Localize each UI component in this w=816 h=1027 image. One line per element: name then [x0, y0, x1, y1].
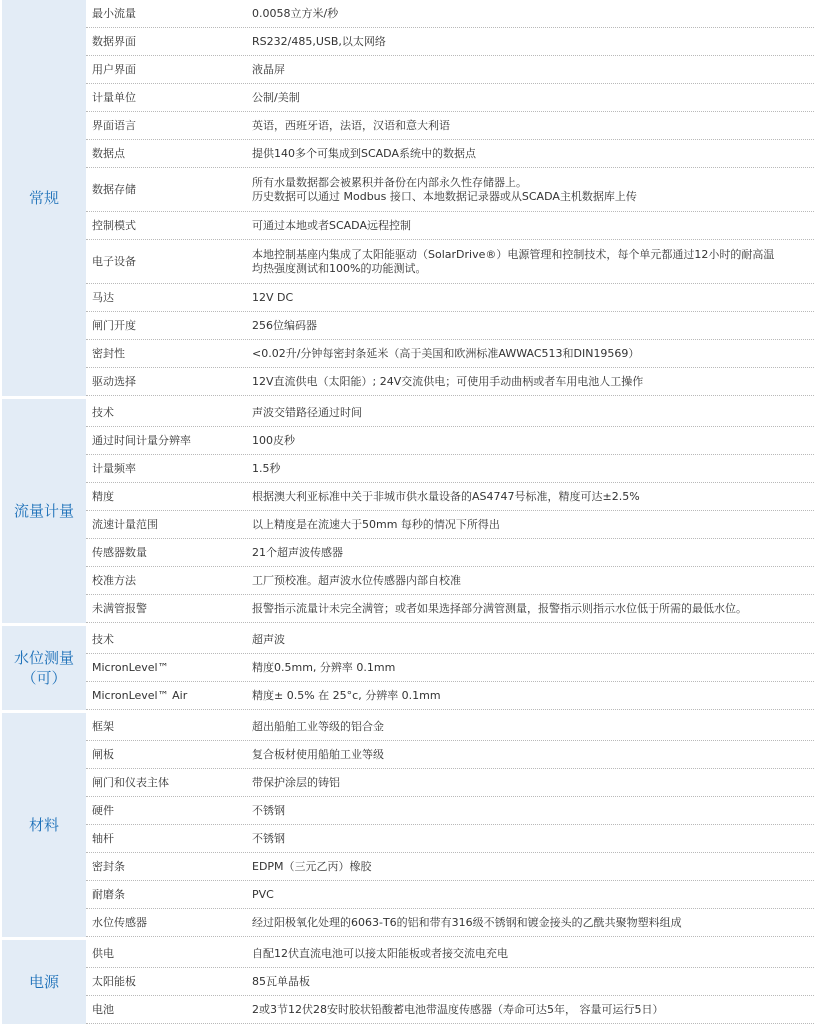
spec-label: 驱动选择: [92, 374, 136, 388]
spec-row: [86, 626, 814, 654]
spec-row: [86, 940, 814, 968]
spec-row: [86, 0, 814, 28]
spec-group: [2, 713, 814, 940]
spec-row: [86, 825, 814, 853]
spec-row: [86, 455, 814, 483]
spec-group: [2, 0, 814, 399]
spec-value: 12V直流供电（太阳能）; 24V交流供电；可使用手动曲柄或者车用电池人工操作: [252, 374, 644, 388]
spec-row: [86, 797, 814, 825]
category-label: 电源: [2, 940, 86, 1024]
spec-value: 超声波: [252, 632, 285, 646]
spec-group: [2, 399, 814, 626]
spec-value: 85瓦单晶板: [252, 974, 310, 988]
spec-label: 通过时间计量分辨率: [92, 433, 191, 447]
spec-label: 闸门开度: [92, 318, 136, 332]
spec-value: 12V DC: [252, 290, 294, 304]
spec-row: [86, 84, 814, 112]
spec-value: 可通过本地或者SCADA远程控制: [252, 218, 411, 232]
spec-value: 声波交错路径通过时间: [252, 405, 362, 419]
spec-value: EDPM（三元乙丙）橡胶: [252, 859, 372, 873]
spec-label: 数据点: [92, 146, 125, 160]
spec-row: [86, 427, 814, 455]
spec-label: 界面语言: [92, 118, 136, 132]
spec-label: 闸门和仪表主体: [92, 775, 169, 789]
spec-label: 水位传感器: [92, 915, 147, 929]
spec-value: 精度0.5mm, 分辨率 0.1mm: [252, 660, 396, 674]
spec-row: [86, 140, 814, 168]
spec-row: [86, 595, 814, 623]
spec-label: 电池: [92, 1002, 114, 1016]
spec-label: 最小流量: [92, 6, 136, 20]
spec-value: 以上精度是在流速大于50mm 每秒的情况下所得出: [252, 517, 500, 531]
spec-value: 本地控制基座内集成了太阳能驱动（SolarDrive®）电源管理和控制技术，每个单元都通过12小时的耐高温 均热强度测试和100%的功能测试。: [252, 247, 775, 275]
spec-value: 超出船舶工业等级的铝合金: [252, 719, 384, 733]
spec-row: [86, 539, 814, 567]
spec-label: 数据界面: [92, 34, 136, 48]
spec-value: PVC: [252, 887, 274, 901]
spec-row: [86, 769, 814, 797]
spec-value: 公制/美制: [252, 90, 300, 104]
spec-row: [86, 56, 814, 84]
spec-row: [86, 399, 814, 427]
spec-row: [86, 368, 814, 396]
spec-label: 电子设备: [92, 254, 136, 268]
spec-row: [86, 968, 814, 996]
spec-row: [86, 881, 814, 909]
spec-row: [86, 112, 814, 140]
spec-label: 传感器数量: [92, 545, 147, 559]
category-label: 流量计量: [2, 399, 86, 623]
spec-value: 所有水量数据都会被累积并备份在内部永久性存储器上。 历史数据可以通过 Modbus 接口、本地数据记录器或从SCADA主机数据库上传: [252, 175, 637, 203]
spec-value: 工厂预校准。超声波水位传感器内部自校准: [252, 573, 461, 587]
spec-value: 提供140多个可集成到SCADA系统中的数据点: [252, 146, 476, 160]
spec-row: [86, 909, 814, 937]
spec-label: 耐磨条: [92, 887, 125, 901]
spec-row: [86, 713, 814, 741]
spec-value: 复合板材使用船舶工业等级: [252, 747, 384, 761]
category-label: 材料: [2, 713, 86, 937]
spec-label: 数据存储: [92, 182, 136, 196]
spec-label: 密封条: [92, 859, 125, 873]
spec-label: 校准方法: [92, 573, 136, 587]
spec-rows: [86, 626, 814, 710]
spec-value: 1.5秒: [252, 461, 281, 475]
spec-row: [86, 168, 814, 212]
spec-label: 技术: [92, 405, 114, 419]
spec-label: 计量频率: [92, 461, 136, 475]
spec-row: [86, 483, 814, 511]
spec-value: RS232/485,USB,以太网络: [252, 34, 386, 48]
spec-value: 英语，西班牙语，法语，汉语和意大利语: [252, 118, 450, 132]
spec-label: 轴杆: [92, 831, 114, 845]
spec-value: 自配12伏直流电池可以接太阳能板或者接交流电充电: [252, 946, 508, 960]
spec-rows: [86, 713, 814, 937]
spec-label: 马达: [92, 290, 114, 304]
spec-group: [2, 626, 814, 713]
spec-label: 控制模式: [92, 218, 136, 232]
spec-group: [2, 940, 814, 1027]
spec-value: <0.02升/分钟每密封条延米（高于美国和欧洲标准AWWAC513和DIN19569）: [252, 346, 640, 360]
spec-table: [2, 0, 814, 1020]
spec-value: 报警指示流量计未完全满管；或者如果选择部分满管测量，报警指示则指示水位低于所需的最低水位。: [252, 601, 747, 615]
spec-label: 框架: [92, 719, 114, 733]
spec-label: MicronLevel™: [92, 660, 169, 674]
spec-value: 0.0058立方米/秒: [252, 6, 339, 20]
spec-label: 用户界面: [92, 62, 136, 76]
spec-label: 闸板: [92, 747, 114, 761]
spec-value: 100皮秒: [252, 433, 295, 447]
spec-label: 密封性: [92, 346, 125, 360]
spec-label: MicronLevel™ Air: [92, 688, 188, 702]
spec-label: 技术: [92, 632, 114, 646]
spec-value: 21个超声波传感器: [252, 545, 343, 559]
spec-label: 未满管报警: [92, 601, 147, 615]
spec-row: [86, 682, 814, 710]
spec-value: 不锈钢: [252, 803, 285, 817]
spec-row: [86, 28, 814, 56]
spec-label: 计量单位: [92, 90, 136, 104]
spec-label: 太阳能板: [92, 974, 136, 988]
spec-value: 液晶屏: [252, 62, 285, 76]
category-label: 常规: [2, 0, 86, 396]
spec-value: 2或3节12伏28安时胶状铅酸蓄电池带温度传感器（寿命可达5年， 容量可运行5日）: [252, 1002, 664, 1016]
spec-value: 带保护涂层的铸铝: [252, 775, 340, 789]
spec-rows: [86, 0, 814, 396]
spec-row: [86, 567, 814, 595]
spec-value: 经过阳极氧化处理的6063-T6的铝和带有316级不锈钢和镀金接头的乙酰共聚物塑料组成: [252, 915, 682, 929]
spec-value: 256位编码器: [252, 318, 317, 332]
spec-row: [86, 212, 814, 240]
spec-value: 根据澳大利亚标准中关于非城市供水量设备的AS4747号标准，精度可达±2.5%: [252, 489, 640, 503]
spec-value: 精度± 0.5% 在 25°c, 分辨率 0.1mm: [252, 688, 441, 702]
spec-label: 流速计量范围: [92, 517, 158, 531]
spec-row: [86, 284, 814, 312]
spec-row: [86, 996, 814, 1024]
spec-label: 精度: [92, 489, 114, 503]
spec-value: 不锈钢: [252, 831, 285, 845]
spec-rows: [86, 940, 814, 1024]
spec-row: [86, 511, 814, 539]
spec-label: 供电: [92, 946, 114, 960]
category-label: 水位测量 （可）: [2, 626, 86, 710]
spec-row: [86, 240, 814, 284]
spec-rows: [86, 399, 814, 623]
spec-row: [86, 741, 814, 769]
spec-row: [86, 654, 814, 682]
spec-label: 硬件: [92, 803, 114, 817]
spec-row: [86, 312, 814, 340]
spec-row: [86, 853, 814, 881]
spec-row: [86, 340, 814, 368]
